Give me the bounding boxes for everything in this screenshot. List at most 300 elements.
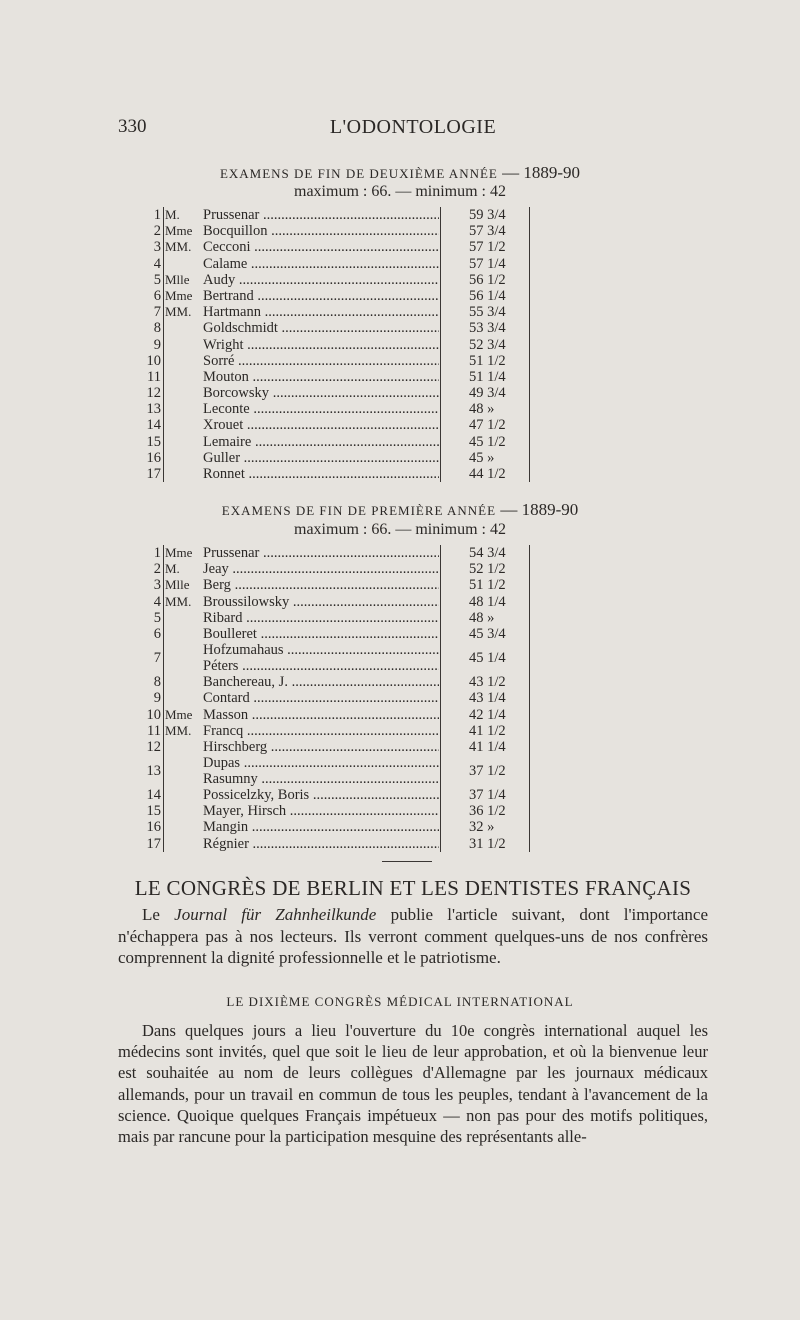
table-row [138,450,538,466]
column-rule [440,369,441,385]
column-rule [529,417,530,433]
candidate-name-text: Bertrand [203,287,254,304]
column-rule [529,626,530,642]
column-rule [440,755,441,787]
candidate-name [203,337,439,353]
column-rule [529,610,530,626]
candidate-name-text: Prussenar [203,207,260,223]
candidate-name [203,723,439,739]
candidate-name [203,610,439,626]
table-row [138,610,538,626]
civil-title: Mme [165,223,193,239]
candidate-name [203,836,439,852]
table-row [138,337,538,353]
score: 37 1/2 [469,763,506,780]
column-rule [163,594,164,610]
column-rule [163,401,164,417]
candidate-name [203,819,439,835]
column-rule [440,803,441,819]
exam2-title [0,500,800,520]
column-rule [440,207,441,223]
column-rule [529,207,530,223]
candidate-name [203,674,439,690]
exam2-table [138,545,538,852]
intro-before: Le [142,905,175,924]
column-rule [440,223,441,239]
score: 48 1/4 [469,593,506,610]
column-rule [529,337,530,353]
candidate-name-text: Hofzumahaus [203,642,284,659]
exam1-subtitle: maximum : 66. — minimum : 42 [294,183,506,200]
candidate-name-text: Mouton [203,368,249,385]
column-rule [440,337,441,353]
table-row [138,304,538,320]
rank: 7 [153,650,161,667]
column-rule [440,353,441,369]
rank: 13 [146,401,161,418]
page-number: 330 [118,116,147,137]
candidate-name-text: Mangin [203,819,249,836]
table-row [138,288,538,304]
column-rule [529,561,530,577]
candidate-name-text: Hirschberg [203,738,268,755]
civil-title: Mme [165,545,193,560]
column-rule [529,466,530,482]
candidate-name-text: Calame [203,255,248,272]
column-rule [440,288,441,304]
candidate-name-text: Péters [203,658,239,675]
civil-title: M. [165,561,180,577]
column-rule [163,739,164,755]
candidate-name [203,755,439,771]
column-rule [163,545,164,561]
rank: 2 [153,223,161,240]
candidate-name [203,577,439,593]
score: 41 1/2 [469,722,506,739]
candidate-name [203,803,439,819]
column-rule [440,450,441,466]
score: 57 1/4 [469,255,506,272]
rank: 8 [153,320,161,337]
column-rule [529,755,530,787]
candidate-name [203,434,439,450]
column-rule [440,594,441,610]
score: 55 3/4 [469,304,506,321]
table-row [138,755,538,787]
exam2-subtitle: maximum : 66. — minimum : 42 [294,521,506,538]
civil-title: MM. [165,593,192,609]
rank: 5 [153,271,161,288]
rank: 12 [146,385,161,402]
column-rule [529,304,530,320]
score: 32 » [469,819,495,836]
rank: 13 [146,763,161,780]
candidate-name [203,561,439,577]
table-row [138,466,538,482]
score: 45 1/4 [469,650,506,667]
rank: 9 [153,690,161,707]
column-rule [163,337,164,353]
civil-title: Mlle [165,271,190,287]
score: 41 1/4 [469,738,506,755]
candidate-name [203,642,439,658]
table-row [138,223,538,239]
column-rule [529,369,530,385]
column-rule [529,450,530,466]
column-rule [529,272,530,288]
score: 52 1/2 [469,561,506,578]
column-rule [163,207,164,223]
column-rule [529,690,530,706]
candidate-name [203,320,439,336]
score: 56 1/2 [469,271,506,288]
column-rule [440,385,441,401]
score: 37 1/4 [469,787,506,804]
column-rule [163,304,164,320]
candidate-name-text: Prussenar [203,545,260,561]
rank: 10 [146,352,161,369]
column-rule [163,755,164,787]
section-title: LE DIXIÈME CONGRÈS MÉDICAL INTERNATIONAL [226,994,574,1009]
rank: 4 [153,593,161,610]
table-row [138,739,538,755]
candidate-name-text: Cecconi [203,239,251,256]
column-rule [529,577,530,593]
column-rule [440,256,441,272]
article-intro [118,904,708,969]
column-rule [529,803,530,819]
candidate-name-text: Guller [203,449,241,466]
column-rule [440,723,441,739]
candidate-name [203,223,439,239]
table-row [138,577,538,593]
rank: 15 [146,803,161,820]
score: 45 3/4 [469,625,506,642]
candidate-name [203,545,439,561]
candidate-name [203,288,439,304]
score: 36 1/2 [469,803,506,820]
table-row [138,690,538,706]
candidate-name-text: Wright [203,336,244,353]
candidate-name-text: Mayer, Hirsch [203,803,287,820]
score: 54 3/4 [469,545,506,561]
exam2-year: — 1889-90 [500,500,579,519]
candidate-name [203,771,439,787]
candidate-name-text: Audy [203,271,236,288]
exam1-year: — 1889-90 [502,163,581,182]
column-rule [163,385,164,401]
score: 51 1/4 [469,368,506,385]
column-rule [440,707,441,723]
candidate-name-text: Boulleret [203,625,257,642]
column-rule [163,288,164,304]
score: 42 1/4 [469,706,506,723]
column-rule [163,417,164,433]
column-rule [440,690,441,706]
column-rule [529,594,530,610]
column-rule [163,353,164,369]
column-rule [163,239,164,255]
rank: 14 [146,787,161,804]
column-rule [440,434,441,450]
column-rule [163,723,164,739]
column-rule [529,434,530,450]
candidate-name-text: Possicelzky, Boris [203,787,310,804]
candidate-name-text: Bocquillon [203,223,268,240]
civil-title: MM. [165,304,192,320]
column-rule [163,450,164,466]
candidate-name-text: Borcowsky [203,385,270,402]
column-rule [163,223,164,239]
exam1-table [138,207,538,482]
rank: 16 [146,819,161,836]
score: 48 » [469,401,495,418]
candidate-name-text: Ronnet [203,466,245,482]
column-rule [529,739,530,755]
column-rule [529,707,530,723]
table-row [138,385,538,401]
candidate-name [203,385,439,401]
candidate-name [203,369,439,385]
column-rule [529,223,530,239]
exam2-title-text: EXAMENS DE FIN DE PREMIÈRE ANNÉE [221,503,497,518]
score: 52 3/4 [469,336,506,353]
table-row [138,417,538,433]
column-rule [529,288,530,304]
candidate-name [203,626,439,642]
column-rule [163,836,164,852]
table-row [138,401,538,417]
candidate-name [203,594,439,610]
candidate-name [203,401,439,417]
table-row [138,272,538,288]
rank: 17 [146,835,161,852]
article-title: LE CONGRÈS DE BERLIN ET LES DENTISTES FRANÇAIS [134,876,692,900]
candidate-name-text: Dupas [203,755,241,772]
rank: 2 [153,561,161,578]
rank: 11 [147,722,161,739]
column-rule [163,787,164,803]
table-row [138,642,538,674]
candidate-name [203,450,439,466]
rank: 6 [153,625,161,642]
civil-title: MM. [165,722,192,738]
candidate-name-text: Contard [203,690,250,707]
column-rule [440,836,441,852]
column-rule [529,256,530,272]
score: 49 3/4 [469,385,506,402]
rank: 7 [153,304,161,321]
column-rule [440,401,441,417]
table-row [138,723,538,739]
candidate-name [203,466,439,482]
column-rule [163,561,164,577]
table-row [138,320,538,336]
column-rule [163,434,164,450]
column-rule [529,401,530,417]
table-row [138,239,538,255]
rank: 12 [146,738,161,755]
column-rule [163,320,164,336]
rank: 10 [146,706,161,723]
candidate-name-text: Masson [203,706,249,723]
table-row [138,434,538,450]
table-row [138,369,538,385]
rank: 16 [146,449,161,466]
column-rule [163,626,164,642]
candidate-name-text: Xrouet [203,417,244,434]
column-rule [529,642,530,674]
rank: 4 [153,255,161,272]
rank: 17 [146,466,161,482]
table-row [138,207,538,223]
table-row [138,353,538,369]
score: 57 3/4 [469,223,506,240]
intro-after: publie l'article suivant, dont l'importance n'échappera pas à nos lecteurs. Ils verront comment quelques-uns de nos confrères comprennent la dignité professionnelle et le patriotisme. [118,905,709,967]
column-rule [163,466,164,482]
table-row [138,836,538,852]
score: 44 1/2 [469,466,506,482]
exam1-title [0,163,800,183]
civil-title: Mme [165,287,193,303]
table-row [138,626,538,642]
candidate-name-text: Jeay [203,561,229,578]
candidate-name [203,739,439,755]
column-rule [440,610,441,626]
civil-title: MM. [165,239,192,255]
score: 43 1/4 [469,690,506,707]
rank: 15 [146,433,161,450]
score: 45 » [469,449,495,466]
table-row [138,545,538,561]
candidate-name [203,658,439,674]
score: 45 1/2 [469,433,506,450]
candidate-name-text: Ribard [203,609,243,626]
candidate-name [203,304,439,320]
score: 31 1/2 [469,835,506,852]
rank: 9 [153,336,161,353]
table-row [138,707,538,723]
score: 51 1/2 [469,352,506,369]
rank: 3 [153,577,161,594]
candidate-name-text: Banchereau, J. [203,674,288,691]
table-row [138,803,538,819]
candidate-name [203,707,439,723]
score: 47 1/2 [469,417,506,434]
column-rule [440,626,441,642]
column-rule [163,707,164,723]
rank: 5 [153,609,161,626]
exam1-title-text: EXAMENS DE FIN DE DEUXIÈME ANNÉE [219,166,498,181]
score: 57 1/2 [469,239,506,256]
rank: 14 [146,417,161,434]
column-rule [529,239,530,255]
candidate-name-text: Goldschmidt [203,320,278,337]
candidate-name [203,353,439,369]
column-rule [529,545,530,561]
column-rule [529,320,530,336]
candidate-name-text: Broussilowsky [203,593,290,610]
column-rule [529,353,530,369]
column-rule [163,690,164,706]
column-rule [440,787,441,803]
candidate-name-text: Leconte [203,401,250,418]
candidate-name-text: Lemaire [203,433,252,450]
score: 59 3/4 [469,207,506,223]
civil-title: Mlle [165,577,190,593]
column-rule [163,803,164,819]
section-rule [382,861,432,862]
candidate-name [203,787,439,803]
column-rule [529,674,530,690]
column-rule [440,739,441,755]
table-row [138,256,538,272]
column-rule [163,577,164,593]
column-rule [163,256,164,272]
journal-title: L'ODONTOLOGIE [329,116,497,138]
table-row [138,787,538,803]
candidate-name [203,417,439,433]
column-rule [529,723,530,739]
article-body [118,1020,708,1147]
page-header [118,116,708,142]
journal-name: Journal für Zahnheilkunde [174,905,377,924]
candidate-name [203,690,439,706]
score: 56 1/4 [469,287,506,304]
column-rule [529,787,530,803]
candidate-name-text: Rasumny [203,771,258,788]
column-rule [163,819,164,835]
rank: 11 [147,368,161,385]
column-rule [529,836,530,852]
table-row [138,819,538,835]
table-row [138,674,538,690]
rank: 8 [153,674,161,691]
score: 43 1/2 [469,674,506,691]
candidate-name [203,272,439,288]
column-rule [163,369,164,385]
candidate-name-text: Régnier [203,835,249,852]
column-rule [440,577,441,593]
rank: 1 [153,545,161,561]
score: 53 3/4 [469,320,506,337]
candidate-name [203,256,439,272]
column-rule [163,610,164,626]
column-rule [440,561,441,577]
column-rule [440,674,441,690]
column-rule [440,642,441,674]
candidate-name [203,207,439,223]
candidate-name [203,239,439,255]
candidate-name-text: Sorré [203,352,235,369]
candidate-name-text: Berg [203,577,231,594]
column-rule [440,320,441,336]
civil-title: M. [165,207,180,222]
article-body-text: Dans quelques jours a lieu l'ouverture du 10e congrès international auquel les médecins sont invités, quel que soit le lieu de leur approbation, et où la bienvenue leur est souhaitée au nom de leurs collègues d'Allemagne par les journaux médicaux allemands, pour un travail en commun de tous les peuples, tendant à l'avancement de la science. Quoique quelques Français impétueux — non pas pour des motifs politiques, mais par rancune pour la participation mesquine des représentants alle- [118,1021,708,1147]
column-rule [163,272,164,288]
table-row [138,561,538,577]
column-rule [529,819,530,835]
column-rule [440,545,441,561]
column-rule [163,674,164,690]
table-row [138,594,538,610]
column-rule [440,466,441,482]
column-rule [440,239,441,255]
column-rule [163,642,164,674]
candidate-name-text: Francq [203,722,244,739]
candidate-name-text: Hartmann [203,304,261,321]
score: 51 1/2 [469,577,506,594]
